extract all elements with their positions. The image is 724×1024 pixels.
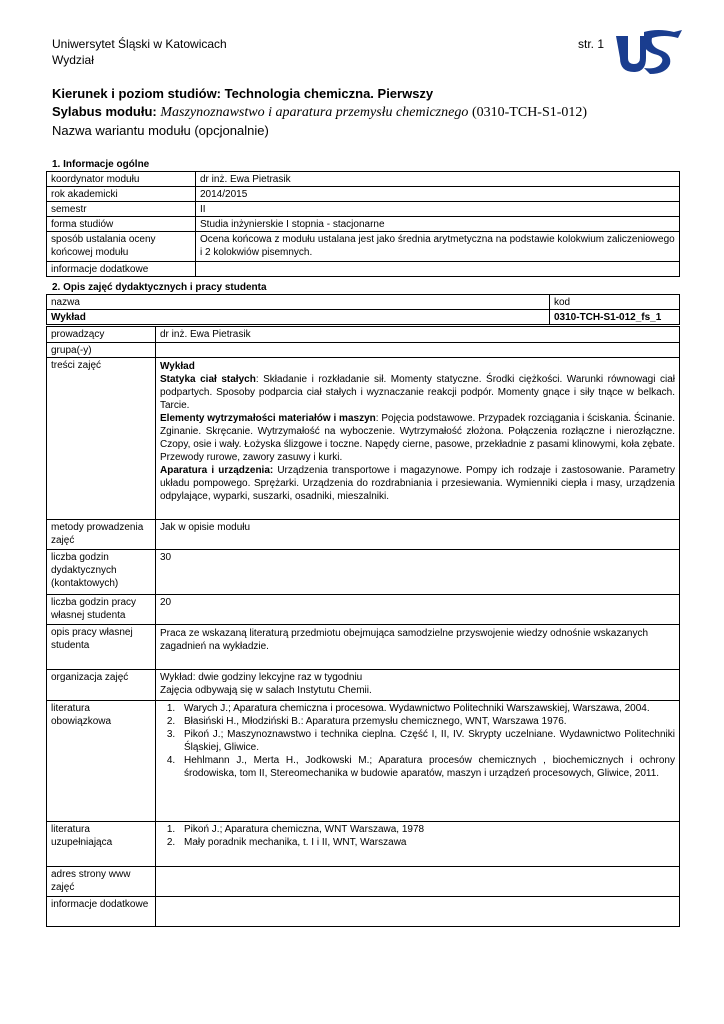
literature-item: 2. Błasiński H., Młodziński B.: Aparatura przemysłu chemicznego, WNT, Warszawa 1976. bbox=[178, 715, 675, 728]
organization-line: Zajęcia odbywają się w salach Instytutu Chemii. bbox=[160, 685, 372, 696]
row-label: liczba godzin dydaktycznych (kontaktowych) bbox=[47, 550, 156, 595]
course-details-table bbox=[46, 326, 680, 927]
literature-item: 2. Mały poradnik mechanika, t. I i II, WNT, Warszawa bbox=[178, 836, 675, 849]
row-value: 30 bbox=[156, 550, 680, 595]
row-value bbox=[156, 867, 680, 897]
page-number: str. 1 bbox=[578, 37, 605, 51]
row-label: adres strony www zajęć bbox=[47, 867, 156, 897]
topic-text: : Składanie i rozkładanie sił. Momenty statyczne. Środki ciężkości. Warunki równowagi ciał podpartych. Sposoby podparcia ciał stałych i wyznaczanie reakcji podpór. Momenty gnące i siły tnące w belkach. Tarcie. bbox=[160, 374, 675, 411]
supplementary-literature bbox=[156, 822, 680, 867]
course-name: Wykład bbox=[47, 310, 550, 325]
topic-text: : Pojęcia podstawowe. Przypadek rozciągania i ściskania. Ścinanie. Zginanie. Skręcanie. Wytrzymałość na wyboczenie. Wytrzymałość złożona. Połączenia rozłączne i nierozłączne. Czopy, osie i wały. Łożyska ślizgowe i toczne. Napędy cierne, pasowe, przekładnie z pasami klinowymi, koła zębate. Przewody rurowe, zawory zasuwy i kurki. bbox=[160, 413, 675, 463]
course-name-table bbox=[46, 294, 680, 325]
row-label: liczba godzin pracy własnej studenta bbox=[47, 595, 156, 625]
section1-heading: 1. Informacje ogólne bbox=[52, 159, 150, 170]
department-label: Wydział bbox=[52, 53, 94, 67]
row-value: Jak w opisie modułu bbox=[156, 520, 680, 550]
required-literature bbox=[156, 701, 680, 822]
row-label: opis pracy własnej studenta bbox=[47, 625, 156, 670]
row-label: forma studiów bbox=[47, 217, 196, 232]
topic-title: Aparatura i urządzenia: bbox=[160, 465, 274, 476]
row-label: prowadzący bbox=[47, 327, 156, 343]
row-label: treści zajęć bbox=[47, 358, 156, 520]
literature-item: 1. Pikoń J.; Aparatura chemiczna, WNT Warszawa, 1978 bbox=[178, 823, 675, 836]
row-value: dr inż. Ewa Pietrasik bbox=[196, 172, 680, 187]
row-label: informacje dodatkowe bbox=[47, 897, 156, 927]
row-label: rok akademicki bbox=[47, 187, 196, 202]
general-info-table bbox=[46, 171, 680, 277]
col-name-header: nazwa bbox=[47, 295, 550, 310]
row-label: semestr bbox=[47, 202, 196, 217]
topic-text: Urządzenia transportowe i magazynowe. Pompy ich rodzaje i zastosowanie. Parametry układu pompowego. Sprężarki. Urządzenia do rozdrabniania i przesiewania. Wymienniki ciepła i masy, urządzenia odpylające, wyparki, suszarki, osadniki, mieszalniki. bbox=[160, 465, 675, 502]
university-name: Uniwersytet Śląski w Katowicach bbox=[52, 37, 227, 51]
module-code: (0310-TCH-S1-012) bbox=[471, 105, 588, 120]
row-label: literatura obowiązkowa bbox=[47, 701, 156, 822]
syllabus-title bbox=[52, 103, 587, 121]
content-paragraph bbox=[160, 373, 675, 412]
row-label: koordynator modułu bbox=[47, 172, 196, 187]
row-label: organizacja zajęć bbox=[47, 670, 156, 701]
row-label: literatura uzupełniająca bbox=[47, 822, 156, 867]
row-label: sposób ustalania oceny końcowej modułu bbox=[47, 232, 196, 262]
course-code: 0310-TCH-S1-012_fs_1 bbox=[550, 310, 680, 325]
content-paragraph bbox=[160, 412, 675, 464]
row-value bbox=[156, 343, 680, 358]
row-value: 2014/2015 bbox=[196, 187, 680, 202]
row-value: Ocena końcowa z modułu ustalana jest jako średnia arytmetyczna na podstawie kolokwium zaliczeniowego i 2 kolokwiów pisemnych. bbox=[196, 232, 680, 262]
organization-value bbox=[156, 670, 680, 701]
literature-item: 3. Pikoń J.; Maszynoznawstwo i technika cieplna. Część I, II, IV. Skrypty uczelniane. Wydawnictwo Politechniki Śląskiej, Gliwice. bbox=[178, 728, 675, 754]
university-logo-icon bbox=[614, 28, 684, 76]
row-value bbox=[196, 262, 680, 277]
row-value: Praca ze wskazaną literaturą przedmiotu obejmująca samodzielne przyswojenie wiedzy odnośnie wskazanych zagadnień na wykładzie. bbox=[156, 625, 680, 670]
col-code-header: kod bbox=[550, 295, 680, 310]
content-paragraph bbox=[160, 464, 675, 503]
row-value: dr inż. Ewa Pietrasik bbox=[156, 327, 680, 343]
organization-line: Wykład: dwie godziny lekcyjne raz w tygodniu bbox=[160, 672, 363, 683]
row-value: 20 bbox=[156, 595, 680, 625]
topic-title: Elementy wytrzymałości materiałów i maszyn bbox=[160, 413, 376, 424]
row-label: metody prowadzenia zajęć bbox=[47, 520, 156, 550]
literature-item: 4. Hehlmann J., Merta H., Jodkowski M.; Aparatura procesów chemicznych , biochemicznych i ochrony środowiska, tom II, Stereomechanika w budowie aparatów, maszyn i urządzeń procesowych, Gliwice, 2011. bbox=[178, 754, 675, 780]
literature-item: 1. Warych J.; Aparatura chemiczna i procesowa. Wydawnictwo Politechniki Warszawskiej, Warszawa, 2004. bbox=[178, 702, 675, 715]
module-name: Maszynoznawstwo i aparatura przemysłu chemicznego bbox=[160, 105, 469, 120]
section2-heading: 2. Opis zajęć dydaktycznych i pracy studenta bbox=[52, 282, 267, 293]
program-title: Kierunek i poziom studiów: Technologia chemiczna. Pierwszy bbox=[52, 86, 434, 101]
course-content bbox=[156, 358, 680, 520]
variant-name: Nazwa wariantu modułu (opcjonalnie) bbox=[52, 123, 269, 138]
content-heading: Wykład bbox=[160, 361, 195, 372]
row-value bbox=[156, 897, 680, 927]
row-value: II bbox=[196, 202, 680, 217]
row-value: Studia inżynierskie I stopnia - stacjonarne bbox=[196, 217, 680, 232]
topic-title: Statyka ciał stałych bbox=[160, 374, 256, 385]
syllabus-prefix: Sylabus modułu: bbox=[52, 104, 157, 119]
row-label: grupa(-y) bbox=[47, 343, 156, 358]
row-label: informacje dodatkowe bbox=[47, 262, 196, 277]
